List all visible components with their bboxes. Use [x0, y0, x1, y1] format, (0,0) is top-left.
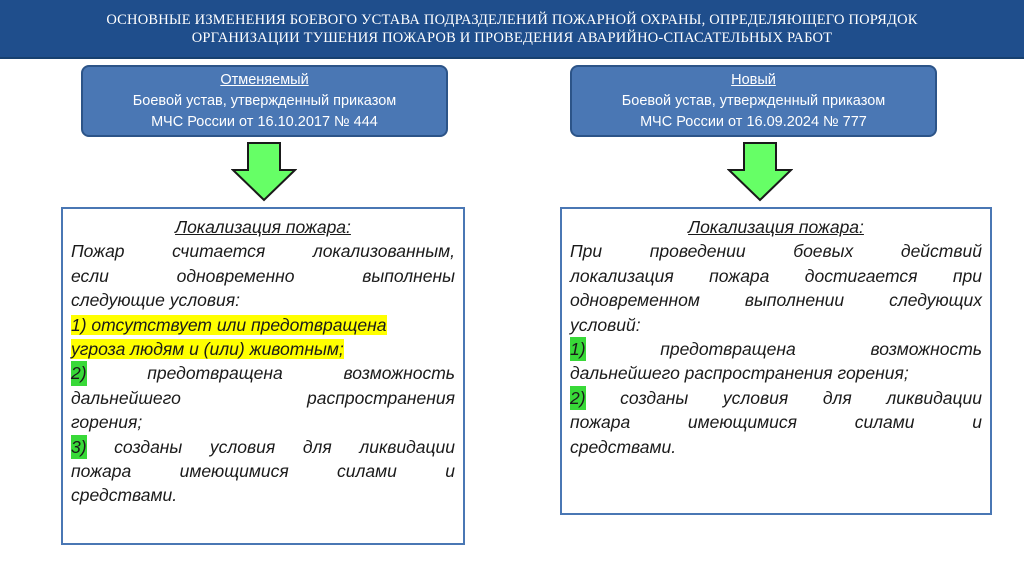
word: для — [822, 387, 852, 408]
old-item-2-line-3: горения; — [71, 412, 143, 433]
item-number-highlight: 2) — [570, 386, 586, 410]
word: пожара — [709, 265, 770, 286]
highlight: 1) отсутствует или предотвращена — [71, 314, 387, 335]
word: локализация — [570, 265, 674, 286]
word: возможность — [343, 363, 455, 384]
word: имеющимися — [687, 412, 797, 433]
word: Пожар — [71, 241, 125, 262]
new-regulation-box — [570, 65, 937, 137]
old-localization-box — [61, 207, 465, 545]
new-item-2-line-1 — [570, 386, 982, 410]
word: одновременно — [176, 265, 295, 286]
header-title-line-2: ОРГАНИЗАЦИИ ТУШЕНИЯ ПОЖАРОВ И ПРОВЕДЕНИЯ АВАРИЙНО-СПАСАТЕЛЬНЫХ РАБОТ — [191, 29, 833, 46]
old-regulation-line-1: Боевой устав, утвержденный приказом — [132, 92, 397, 109]
word: созданы — [114, 436, 183, 457]
word: силами — [337, 461, 397, 482]
new-localization-box — [560, 207, 992, 515]
word: условия — [209, 436, 276, 457]
word: достигается — [804, 265, 918, 286]
word: действий — [900, 241, 982, 262]
new-item-2-line-2 — [570, 410, 982, 434]
word: ликвидации — [886, 387, 982, 408]
word: возможность — [870, 339, 982, 360]
word: условия — [722, 387, 789, 408]
highlight: угроза людям и (или) животным; — [71, 339, 344, 360]
old-item-1-line-2 — [71, 337, 455, 361]
old-localization-title: Локализация пожара: — [175, 217, 351, 237]
word: локализованным, — [312, 241, 455, 262]
word: следующих — [889, 290, 982, 311]
new-regulation-status: Новый — [731, 71, 776, 88]
item-number-highlight: 2) — [71, 361, 87, 385]
new-item-1-line-2: дальнейшего распространения горения; — [570, 363, 909, 384]
word: проведении — [649, 241, 746, 262]
word: предотвращена — [660, 339, 796, 360]
word: силами — [854, 412, 915, 433]
word: предотвращена — [147, 363, 283, 384]
word: и — [445, 461, 455, 482]
old-item-3-line-2 — [71, 459, 455, 483]
old-regulation-line-2: МЧС России от 16.10.2017 № 444 — [151, 113, 378, 130]
word: пожара — [71, 461, 132, 482]
down-arrow-icon — [727, 142, 793, 202]
word: пожара — [570, 412, 631, 433]
item-number-highlight: 1) — [570, 337, 586, 361]
old-item-2-line-2 — [71, 386, 455, 410]
word: одновременном — [570, 290, 700, 311]
new-intro-line — [570, 239, 982, 263]
word: при — [952, 265, 982, 286]
word: дальнейшего — [71, 387, 181, 408]
new-localization-title: Локализация пожара: — [688, 217, 864, 237]
new-item-1-line-1 — [570, 337, 982, 361]
new-regulation-line-1: Боевой устав, утвержденный приказом — [621, 92, 886, 109]
slide-header — [0, 0, 1024, 59]
word: распространения — [307, 387, 455, 408]
word: и — [972, 412, 982, 433]
word: для — [302, 436, 332, 457]
old-item-3-line-1 — [71, 435, 455, 459]
down-arrow-icon — [231, 142, 297, 202]
old-intro-line: следующие условия: — [71, 290, 240, 311]
header-title-line-1: ОСНОВНЫЕ ИЗМЕНЕНИЯ БОЕВОГО УСТАВА ПОДРАЗДЕЛЕНИЙ ПОЖАРНОЙ ОХРАНЫ, ОПРЕДЕЛЯЮЩЕГО ПОРЯДОК — [106, 11, 918, 28]
word: При — [570, 241, 603, 262]
old-regulation-status: Отменяемый — [220, 71, 309, 88]
old-intro-line — [71, 264, 455, 288]
word: боевых — [793, 241, 854, 262]
word: выполнены — [362, 265, 455, 286]
new-regulation-line-2: МЧС России от 16.09.2024 № 777 — [640, 113, 867, 130]
word: созданы — [620, 387, 689, 408]
word: считается — [172, 241, 266, 262]
word: ликвидации — [359, 436, 455, 457]
old-item-1-line-1 — [71, 313, 455, 337]
old-intro-line — [71, 239, 455, 263]
new-intro-line: условий: — [570, 314, 641, 335]
word: имеющимися — [179, 461, 289, 482]
old-item-2-line-1 — [71, 361, 455, 385]
old-item-3-line-3: средствами. — [71, 485, 178, 506]
word: выполнении — [744, 290, 845, 311]
new-intro-line — [570, 264, 982, 288]
new-intro-line — [570, 288, 982, 312]
old-regulation-box — [81, 65, 448, 137]
new-item-2-line-3: средствами. — [570, 436, 677, 457]
item-number-highlight: 3) — [71, 435, 87, 459]
word: если — [71, 265, 109, 286]
